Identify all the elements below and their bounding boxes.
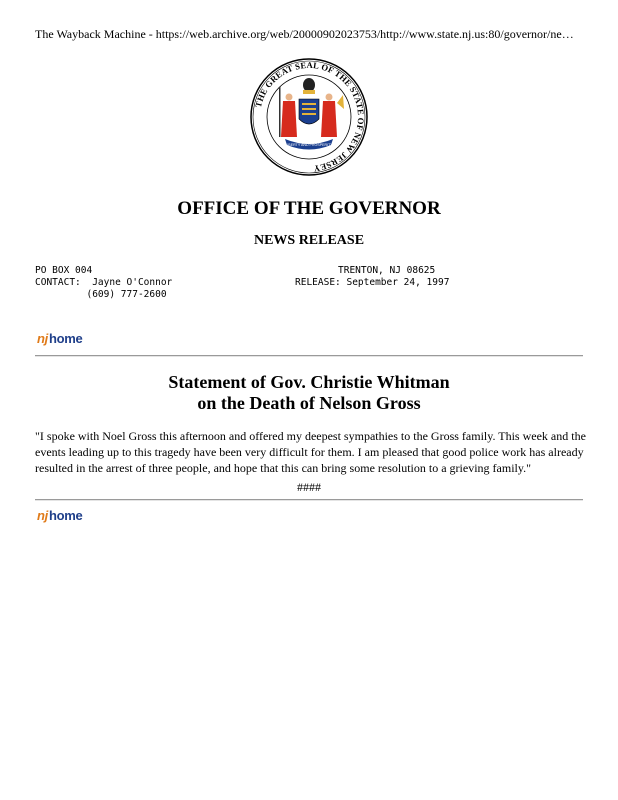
nj-state-seal xyxy=(249,57,369,177)
nj-logo-home: home xyxy=(48,508,83,523)
contact-phone: (609) 777-2600 xyxy=(35,289,167,300)
statement-title-line1: Statement of Gov. Christie Whitman xyxy=(168,372,450,392)
nj-logo-home: home xyxy=(48,331,83,346)
end-mark: #### xyxy=(297,480,321,494)
nj-logo-n: n xyxy=(37,508,45,523)
nj-logo-n: n xyxy=(37,331,45,346)
release-date: RELEASE: September 24, 1997 xyxy=(295,277,450,288)
news-release-label: NEWS RELEASE xyxy=(253,233,365,248)
po-box: PO BOX 004 xyxy=(35,265,93,276)
divider-top xyxy=(35,355,583,357)
statement-title xyxy=(0,372,618,414)
nj-home-link-bottom[interactable] xyxy=(37,508,82,526)
nj-logo-j: j xyxy=(44,331,48,346)
seal-ribbon-text: LIBERTY AND PROSPERITY xyxy=(285,143,333,147)
statement-title-line2: on the Death of Nelson Gross xyxy=(197,393,421,413)
seal-ring-text: THE GREAT SEAL OF THE STATE OF NEW JERSEY xyxy=(253,59,367,174)
divider-bottom xyxy=(35,499,583,501)
nj-home-link-top[interactable] xyxy=(37,331,82,349)
statement-body: "I spoke with Noel Gross this afternoon and offered my deepest sympathies to the Gross family. This week and the events leading up to this tragedy have been very difficult for them. I am pleased that good police work has already resulted in the arrest of three people, and hope that this can bring some resolution to a grieving family." xyxy=(35,429,586,475)
wayback-url-line: The Wayback Machine - https://web.archive.org/web/20000902023753/http://www.state.nj.us:80/governor/ne… xyxy=(35,27,574,41)
contact-name: CONTACT: Jayne O'Connor xyxy=(35,277,173,288)
nj-logo-j: j xyxy=(44,508,48,523)
city-address: TRENTON, NJ 08625 xyxy=(338,265,436,276)
office-title: OFFICE OF THE GOVERNOR xyxy=(177,198,441,219)
